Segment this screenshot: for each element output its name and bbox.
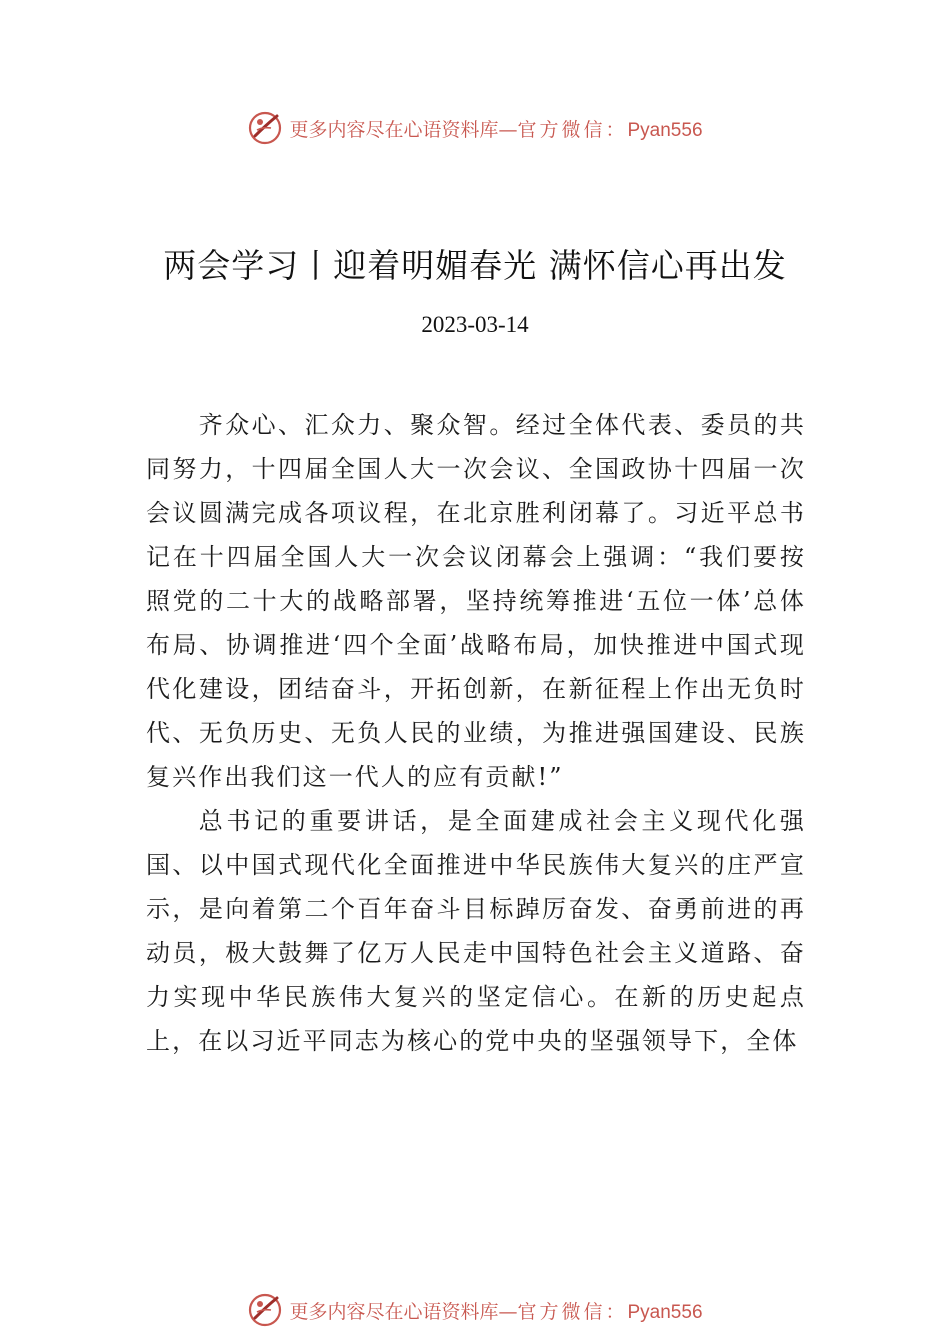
watermark-separator: — — [498, 118, 518, 141]
article-paragraph: 总书记的重要讲话，是全面建成社会主义现代化强国、以中国式现代化全面推进中华民族伟大复兴的庄严宣示，是向着第二个百年奋斗目标踔厉奋发、奋勇前进的再动员，极大鼓舞了亿万人民走中国特色社会主义道路、奋力实现中华民族伟大复兴的坚定信心。在新的历史起点上，在以习近平同志为核心的党中央的坚强领导下，全体 — [146, 807, 806, 1055]
watermark-site: 更多内容尽在心语资料库 — [289, 1300, 499, 1323]
watermark-wechat-id: Pyan556 — [627, 119, 703, 141]
article-body — [146, 403, 806, 1063]
watermark-label: 官方微信： — [517, 1300, 628, 1323]
article-title: 两会学习丨迎着明媚春光 满怀信心再出发 — [163, 246, 787, 285]
watermark-label: 官方微信： — [517, 118, 628, 141]
watermark-separator: — — [498, 1300, 518, 1323]
footer-watermark — [0, 1290, 950, 1330]
article-paragraph: 齐众心、汇众力、聚众智。经过全体代表、委员的共同努力，十四届全国人大一次会议、全国政协十四届一次会议圆满完成各项议程，在北京胜利闭幕了。习近平总书记在十四届全国人大一次会议闭幕会上强调：“我们要按照党的二十大的战略部署，坚持统筹推进‘五位一体’总体布局、协调推进‘四个全面’战略布局，加快推进中国式现代化建设，团结奋斗，开拓创新，在新征程上作出无负时代、无负历史、无负人民的业绩，为推进强国建设、民族复兴作出我们这一代人的应有贡献!” — [146, 411, 806, 791]
watermark-site: 更多内容尽在心语资料库 — [289, 118, 499, 141]
brush-logo-icon — [247, 1292, 283, 1328]
article-date: 2023-03-14 — [421, 312, 529, 337]
brush-logo-icon — [247, 110, 283, 146]
watermark-text — [289, 1297, 702, 1324]
header-watermark — [0, 108, 950, 148]
watermark-wechat-id: Pyan556 — [627, 1301, 703, 1323]
watermark-text — [289, 115, 702, 142]
